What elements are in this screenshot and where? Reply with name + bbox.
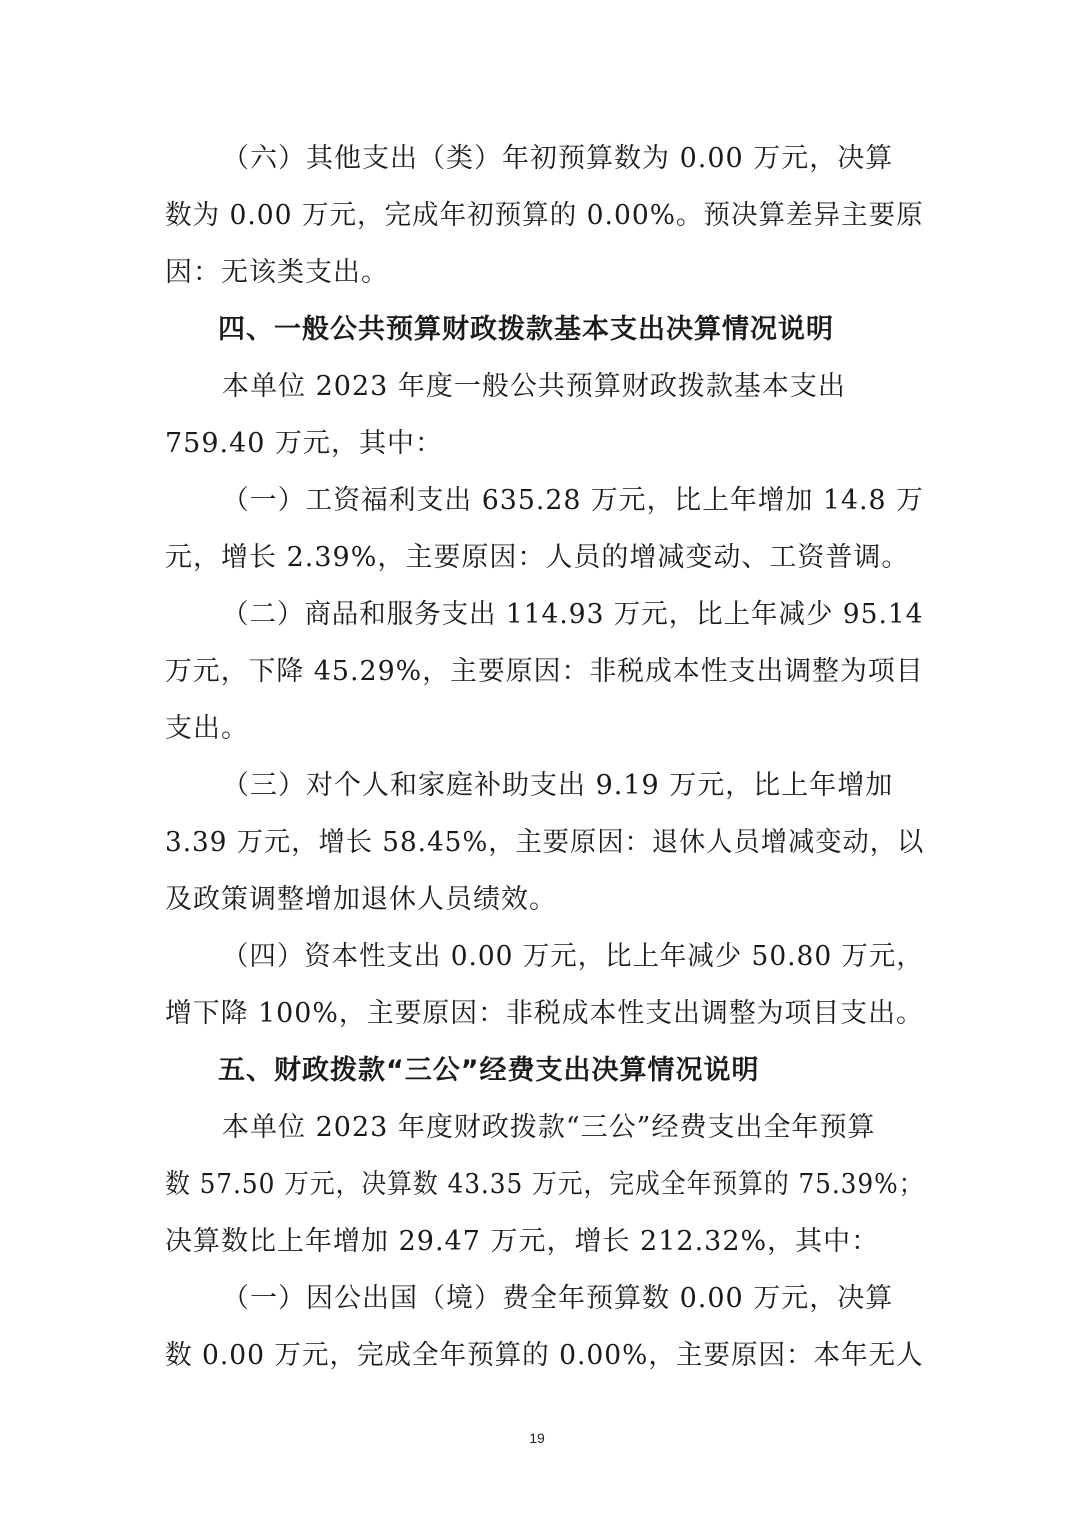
paragraph-other-expense-line-1: （六）其他支出（类）年初预算数为 0.00 万元，决算 bbox=[222, 143, 894, 174]
paragraph-capital-expense-line-2: 增下降 100%，主要原因：非税成本性支出调整为项目支出。 bbox=[165, 998, 924, 1029]
paragraph-salary-line-2: 元，增长 2.39%，主要原因：人员的增减变动、工资普调。 bbox=[165, 542, 910, 573]
paragraph-salary-line-1: （一）工资福利支出 635.28 万元，比上年增加 14.8 万 bbox=[222, 485, 924, 516]
paragraph-other-expense-line-2: 数为 0.00 万元，完成年初预算的 0.00%。预决算差异主要原 bbox=[165, 200, 924, 231]
paragraph-overseas-travel-line-2: 数 0.00 万元，完成全年预算的 0.00%，主要原因：本年无人 bbox=[165, 1340, 924, 1371]
paragraph-three-public-line-3: 决算数比上年增加 29.47 万元，增长 212.32%，其中： bbox=[165, 1226, 880, 1257]
section-heading-basic-expense: 四、一般公共预算财政拨款基本支出决算情况说明 bbox=[218, 314, 834, 345]
paragraph-overseas-travel-line-1: （一）因公出国（境）费全年预算数 0.00 万元，决算 bbox=[222, 1283, 894, 1314]
paragraph-basic-expense-line-1: 本单位 2023 年度一般公共预算财政拨款基本支出 bbox=[222, 371, 846, 402]
paragraph-three-public-line-2: 数 57.50 万元，决算数 43.35 万元，完成全年预算的 75.39%； bbox=[165, 1169, 925, 1200]
paragraph-household-subsidy-line-1: （三）对个人和家庭补助支出 9.19 万元，比上年增加 bbox=[222, 770, 894, 801]
paragraph-household-subsidy-line-3: 及政策调整增加退休人员绩效。 bbox=[165, 884, 557, 915]
paragraph-goods-services-line-1: （二）商品和服务支出 114.93 万元，比上年减少 95.14 bbox=[222, 599, 924, 630]
paragraph-household-subsidy-line-2: 3.39 万元，增长 58.45%，主要原因：退休人员增减变动，以 bbox=[165, 827, 925, 858]
page-number: 19 bbox=[529, 1430, 545, 1446]
paragraph-goods-services-line-2: 万元，下降 45.29%，主要原因：非税成本性支出调整为项目 bbox=[165, 656, 924, 687]
paragraph-other-expense-line-3: 因：无该类支出。 bbox=[165, 257, 389, 288]
paragraph-capital-expense-line-1: （四）资本性支出 0.00 万元，比上年减少 50.80 万元， bbox=[222, 941, 924, 972]
paragraph-basic-expense-line-2: 759.40 万元，其中： bbox=[165, 428, 444, 459]
section-heading-three-public: 五、财政拨款“三公”经费支出决算情况说明 bbox=[218, 1055, 760, 1086]
paragraph-three-public-line-1: 本单位 2023 年度财政拨款“三公”经费支出全年预算 bbox=[222, 1112, 876, 1143]
paragraph-goods-services-line-3: 支出。 bbox=[165, 713, 249, 744]
